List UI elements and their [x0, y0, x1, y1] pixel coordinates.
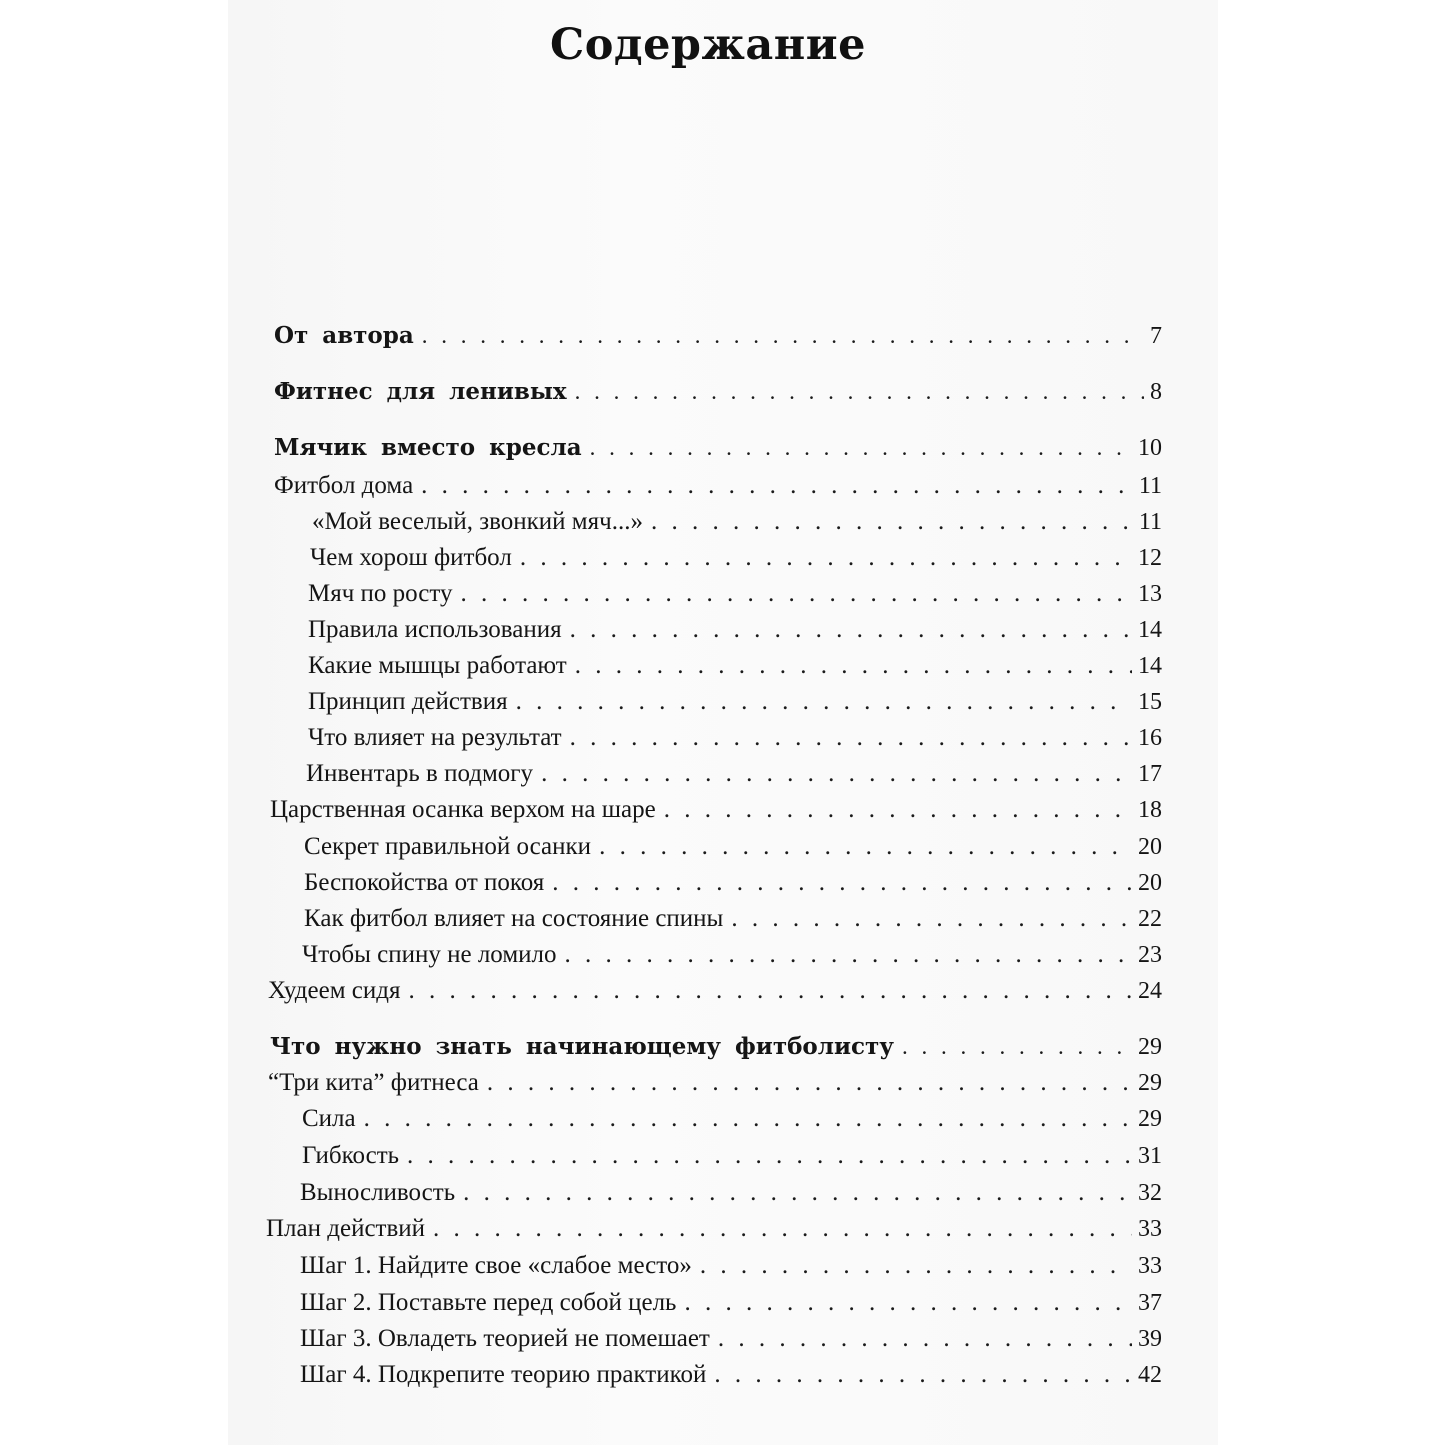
toc-entry-page: 15	[1138, 689, 1162, 715]
toc-entry-page: 8	[1150, 379, 1162, 405]
toc-entry-page: 18	[1138, 797, 1162, 823]
toc-entry-label: Какие мышцы работают	[308, 652, 567, 679]
toc-entry-page: 29	[1138, 1106, 1162, 1132]
toc-entry[interactable]	[268, 977, 1162, 1005]
toc-entry-page: 33	[1138, 1216, 1162, 1242]
toc-leader-dots	[575, 652, 1132, 680]
toc-leader-dots	[516, 688, 1132, 716]
toc-entry-page: 23	[1138, 942, 1162, 968]
toc-entry[interactable]	[266, 1215, 1162, 1243]
toc-entry-page: 42	[1138, 1362, 1162, 1388]
toc-entry-label: Что влияет на результат	[308, 724, 562, 751]
book-page	[228, 0, 1218, 1445]
toc-leader-dots	[570, 724, 1132, 752]
toc-entry[interactable]	[274, 378, 1162, 406]
toc-leader-dots	[718, 1325, 1132, 1353]
toc-entry-page: 12	[1138, 545, 1162, 571]
toc-entry-label: Инвентарь в подмогу	[306, 760, 534, 787]
toc-leader-dots	[651, 508, 1133, 536]
toc-leader-dots	[433, 1215, 1132, 1243]
toc-entry-page: 14	[1138, 617, 1162, 643]
toc-leader-dots	[487, 1069, 1132, 1097]
toc-entry[interactable]	[274, 322, 1162, 350]
toc-entry-page: 22	[1138, 906, 1162, 932]
toc-entry[interactable]	[304, 833, 1162, 861]
toc-entry-page: 17	[1138, 761, 1162, 787]
toc-leader-dots	[541, 760, 1132, 788]
toc-entry-label: “Три кита” фитнеса	[268, 1069, 479, 1096]
toc-leader-dots	[599, 833, 1132, 861]
toc-entry-page: 20	[1138, 834, 1162, 860]
toc-entry-label: Как фитбол влияет на состояние спины	[304, 905, 724, 932]
toc-leader-dots	[714, 1361, 1132, 1389]
toc-leader-dots	[520, 544, 1132, 572]
toc-leader-dots	[731, 905, 1132, 933]
toc-leader-dots	[364, 1105, 1132, 1133]
toc-entry-page: 11	[1138, 473, 1162, 499]
toc-entry-label: Мяч по росту	[308, 580, 453, 607]
toc-entry-page: 11	[1138, 509, 1162, 535]
toc-entry-label: Царственная осанка верхом на шаре	[270, 796, 656, 823]
toc-entry[interactable]	[308, 616, 1162, 644]
toc-leader-dots	[575, 379, 1144, 405]
table-of-contents	[228, 0, 1218, 1445]
toc-entry-label: Сила	[302, 1105, 356, 1132]
toc-entry[interactable]	[300, 1252, 1162, 1280]
toc-entry[interactable]	[274, 434, 1162, 462]
toc-entry-page: 13	[1138, 581, 1162, 607]
toc-entry[interactable]	[268, 1069, 1162, 1097]
toc-entry[interactable]	[300, 1361, 1162, 1389]
toc-entry-label: Шаг 3. Овладеть теорией не помешает	[300, 1325, 710, 1352]
toc-entry-page: 32	[1138, 1180, 1162, 1206]
toc-entry[interactable]	[308, 580, 1162, 608]
toc-leader-dots	[700, 1252, 1132, 1280]
toc-entry[interactable]	[302, 1105, 1162, 1133]
toc-entry[interactable]	[270, 1033, 1162, 1061]
toc-entry-label: Мячик вместо кресла	[274, 434, 582, 461]
toc-leader-dots	[565, 941, 1133, 969]
toc-leader-dots	[570, 616, 1132, 644]
toc-entry-label: Чем хорош фитбол	[310, 544, 512, 571]
toc-entry-page: 29	[1138, 1070, 1162, 1096]
toc-entry-label: Шаг 4. Подкрепите теорию практикой	[300, 1361, 707, 1388]
toc-entry[interactable]	[304, 905, 1162, 933]
toc-entry[interactable]	[312, 508, 1162, 536]
toc-entry-page: 33	[1138, 1253, 1162, 1279]
toc-entry-page: 24	[1138, 978, 1162, 1004]
toc-entry[interactable]	[270, 796, 1162, 824]
toc-entry-label: План действий	[266, 1215, 426, 1242]
toc-entry-page: 16	[1138, 725, 1162, 751]
toc-entry[interactable]	[306, 760, 1162, 788]
toc-leader-dots	[463, 1179, 1132, 1207]
toc-entry-label: Фитнес для ленивых	[274, 378, 567, 405]
toc-entry-label: От автора	[274, 322, 414, 349]
toc-entry-label: «Мой веселый, звонкий мяч...»	[312, 508, 643, 535]
toc-leader-dots	[552, 869, 1132, 897]
toc-entry-label: Что нужно знать начинающему фитболисту	[270, 1033, 895, 1060]
toc-entry-label: Фитбол дома	[274, 472, 414, 499]
toc-entry[interactable]	[310, 544, 1162, 572]
toc-entry[interactable]	[304, 869, 1162, 897]
toc-leader-dots	[408, 977, 1132, 1005]
toc-entry-page: 7	[1150, 323, 1162, 349]
toc-entry-page: 37	[1138, 1290, 1162, 1316]
toc-leader-dots	[664, 796, 1132, 824]
toc-entry-label: Гибкость	[302, 1142, 400, 1169]
toc-entry-label: Выносливость	[300, 1179, 456, 1206]
page-title: Содержание	[550, 20, 866, 70]
toc-entry[interactable]	[300, 1179, 1162, 1207]
toc-entry-label: Худеем сидя	[268, 977, 401, 1004]
toc-leader-dots	[590, 435, 1132, 461]
toc-entry[interactable]	[308, 688, 1162, 716]
toc-entry[interactable]	[308, 652, 1162, 680]
toc-entry-label: Правила использования	[308, 616, 562, 643]
toc-entry-page: 29	[1138, 1034, 1162, 1060]
toc-entry[interactable]	[302, 1142, 1162, 1170]
toc-entry-label: Принцип действия	[308, 688, 508, 715]
toc-leader-dots	[422, 323, 1144, 349]
toc-leader-dots	[461, 580, 1133, 608]
toc-leader-dots	[684, 1289, 1132, 1317]
toc-entry[interactable]	[308, 724, 1162, 752]
toc-entry-page: 31	[1138, 1143, 1162, 1169]
toc-entry-page: 14	[1138, 653, 1162, 679]
toc-entry[interactable]	[302, 941, 1162, 969]
toc-entry[interactable]	[300, 1325, 1162, 1353]
toc-entry[interactable]	[274, 472, 1162, 500]
toc-leader-dots	[902, 1034, 1132, 1060]
toc-entry[interactable]	[300, 1289, 1162, 1317]
toc-leader-dots	[421, 472, 1133, 500]
toc-entry-label: Беспокойства от покоя	[304, 869, 545, 896]
toc-entry-label: Секрет правильной осанки	[304, 833, 592, 860]
toc-leader-dots	[407, 1142, 1132, 1170]
toc-entry-label: Шаг 2. Поставьте перед собой цель	[300, 1289, 677, 1316]
toc-entry-label: Шаг 1. Найдите свое «слабое место»	[300, 1252, 692, 1279]
toc-entry-label: Чтобы спину не ломило	[302, 941, 557, 968]
toc-entry-page: 10	[1138, 435, 1162, 461]
toc-entry-page: 20	[1138, 870, 1162, 896]
toc-entry-page: 39	[1138, 1326, 1162, 1352]
